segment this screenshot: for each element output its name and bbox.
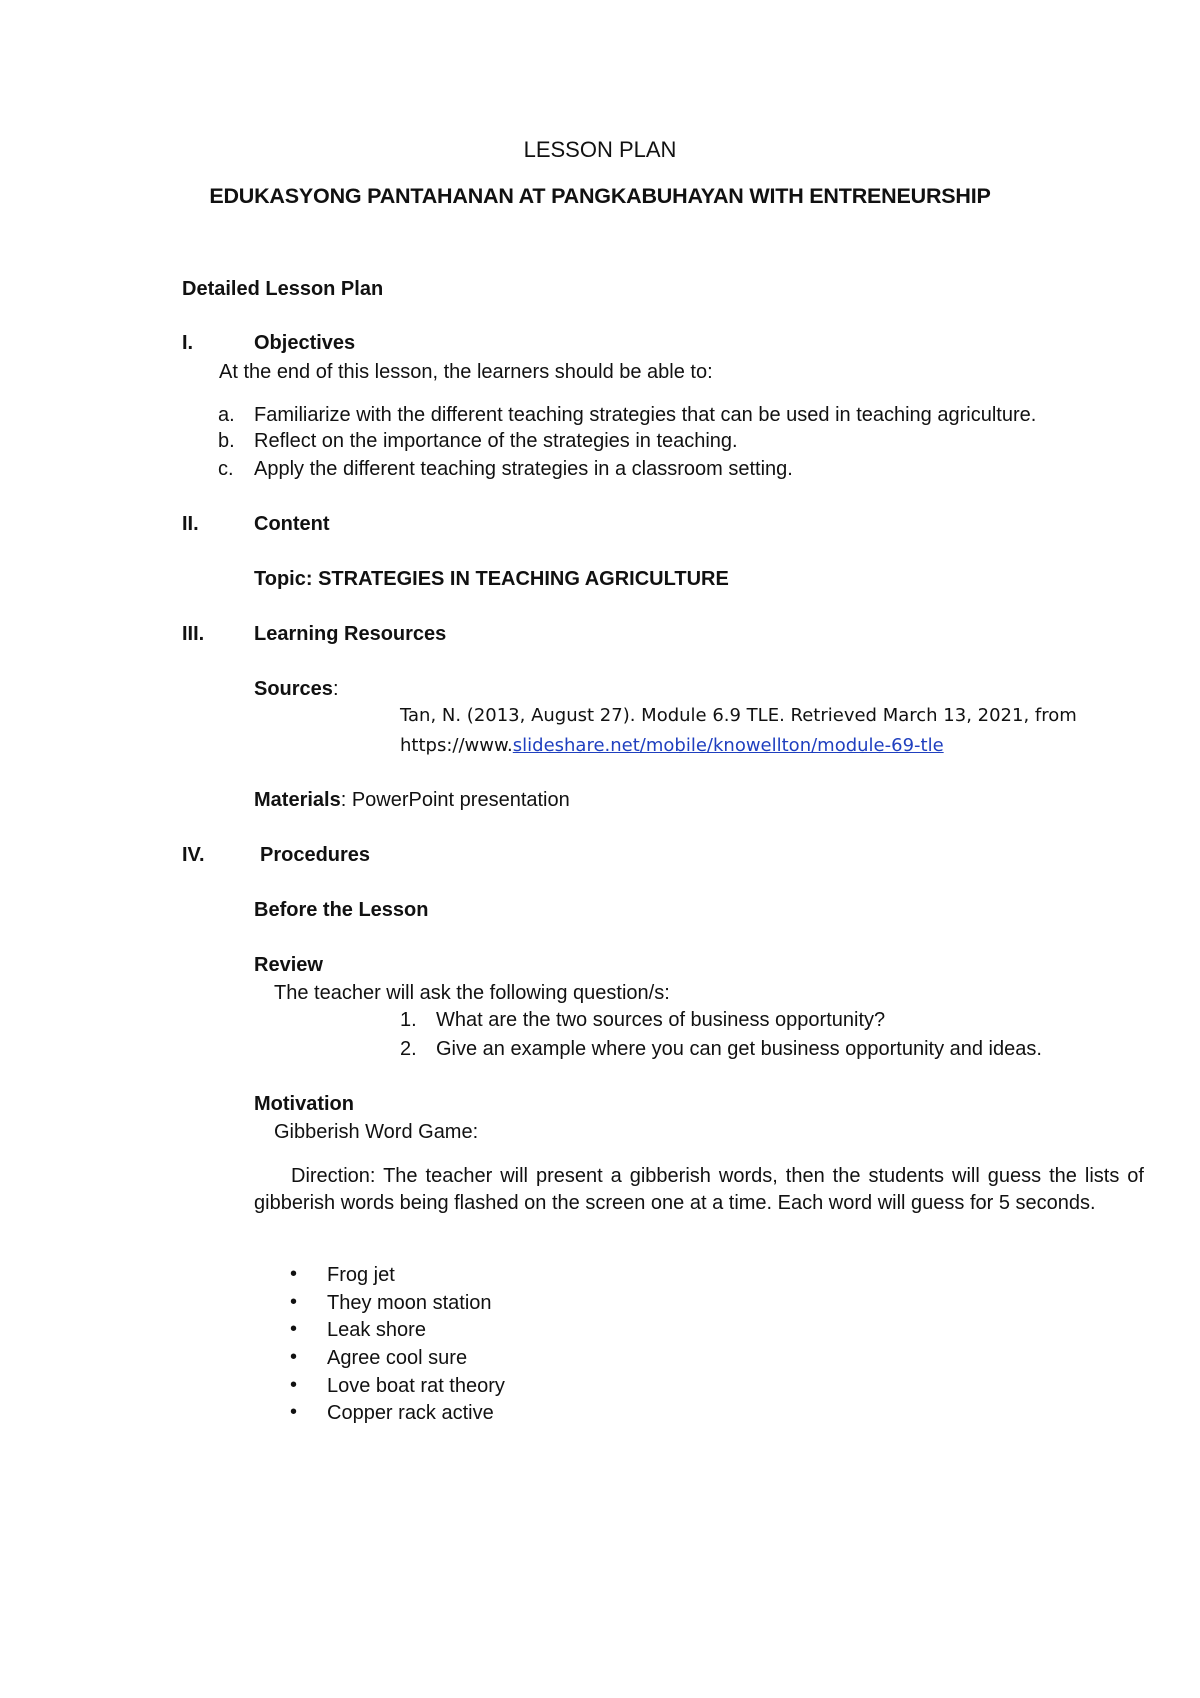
gibberish-word: Frog jet: [327, 1264, 395, 1286]
sources-colon: :: [332, 678, 339, 700]
materials-label: Materials: [254, 789, 341, 811]
list-marker: b.: [218, 430, 235, 452]
bullet-glyph: •: [290, 1291, 298, 1313]
bullet-glyph: •: [290, 1346, 298, 1368]
review-intro: The teacher will ask the following question/s:: [274, 982, 670, 1004]
review-question: What are the two sources of business opportunity?: [436, 1009, 886, 1031]
before-lesson-heading: Before the Lesson: [254, 899, 429, 921]
doc-type-heading: Detailed Lesson Plan: [182, 278, 384, 300]
game-title: Gibberish Word Game:: [274, 1121, 479, 1143]
gibberish-word: Love boat rat theory: [327, 1375, 505, 1397]
gibberish-word: Agree cool sure: [327, 1347, 468, 1369]
objective-item: Reflect on the importance of the strategies in teaching.: [254, 430, 738, 452]
bullet-glyph: •: [290, 1401, 298, 1423]
materials-value: : PowerPoint presentation: [340, 789, 570, 811]
objectives-heading: Objectives: [254, 332, 356, 354]
topic-line: Topic: STRATEGIES IN TEACHING AGRICULTURE: [254, 568, 729, 590]
gibberish-word: Leak shore: [327, 1319, 426, 1341]
review-heading: Review: [254, 954, 323, 976]
citation-prefix: https://www.: [400, 735, 513, 756]
sources-label: Sources: [254, 678, 333, 700]
list-marker: a.: [218, 404, 235, 426]
direction-paragraph: Direction: The teacher will present a gibberish words, then the students will guess the lists of gibberish words being flashed on the screen one at a time. Each word will guess for 5 seconds.: [254, 1165, 1144, 1214]
section-numeral: III.: [182, 623, 205, 645]
review-question: Give an example where you can get business opportunity and ideas.: [436, 1038, 1042, 1060]
materials-line: [254, 788, 570, 812]
sources-line: [254, 677, 339, 701]
citation-link[interactable]: slideshare.net/mobile/knowellton/module-69-tle: [512, 735, 944, 756]
section-numeral: IV.: [182, 844, 205, 866]
page-subtitle: EDUKASYONG PANTAHANAN AT PANGKABUHAYAN WITH ENTRENEURSHIP: [209, 184, 991, 208]
section-numeral: II.: [182, 513, 199, 535]
page-title: LESSON PLAN: [523, 137, 677, 162]
gibberish-word: They moon station: [327, 1292, 492, 1314]
content-heading: Content: [254, 513, 330, 535]
learning-resources-heading: Learning Resources: [254, 623, 447, 645]
section-numeral: I.: [182, 332, 194, 354]
gibberish-word: Copper rack active: [327, 1402, 494, 1424]
bullet-glyph: •: [290, 1374, 298, 1396]
citation-line: Tan, N. (2013, August 27). Module 6.9 TLE. Retrieved March 13, 2021, from: [400, 705, 1077, 726]
procedures-heading: Procedures: [260, 844, 371, 866]
list-marker: 2.: [400, 1038, 417, 1060]
objectives-intro: At the end of this lesson, the learners should be able to:: [219, 361, 713, 383]
bullet-glyph: •: [290, 1263, 298, 1285]
bullet-glyph: •: [290, 1318, 298, 1340]
motivation-heading: Motivation: [254, 1093, 354, 1115]
objective-item: Apply the different teaching strategies in a classroom setting.: [254, 458, 793, 480]
citation-url-line: [400, 734, 944, 758]
list-marker: c.: [218, 458, 234, 480]
list-marker: 1.: [400, 1009, 417, 1031]
objective-item: Familiarize with the different teaching strategies that can be used in teaching agriculture.: [254, 404, 1037, 426]
